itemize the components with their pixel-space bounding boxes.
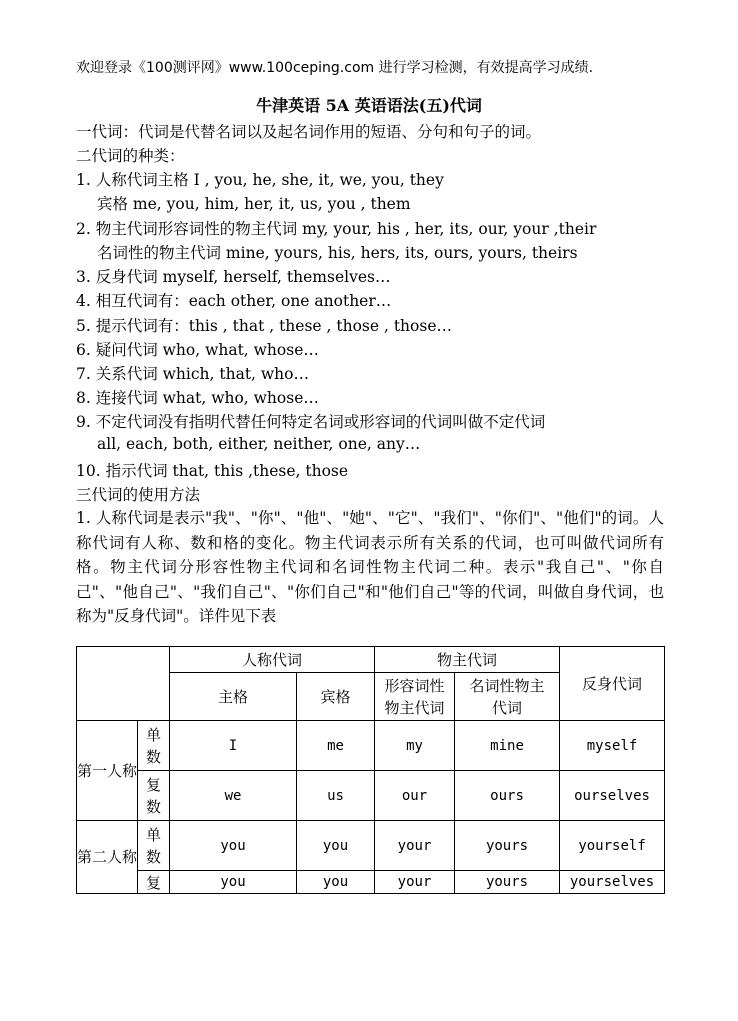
definition-line: 一代词：代词是代替名词以及起名词作用的短语、分句和句子的词。 bbox=[76, 123, 542, 141]
header-possessive-pronoun: 物主代词 bbox=[375, 647, 560, 673]
table-cell: you bbox=[170, 821, 297, 871]
row-label-plural-partial: 复 bbox=[138, 871, 170, 894]
row-label-first-person: 第一人称 bbox=[77, 721, 138, 821]
table-cell: yours bbox=[455, 871, 560, 894]
table-cell: me bbox=[297, 721, 375, 771]
header-noun-possessive: 名词性物主代词 bbox=[455, 673, 560, 721]
pronoun-table bbox=[76, 646, 665, 894]
list-item: 4. 相互代词有：each other, one another… bbox=[76, 292, 392, 310]
table-cell: your bbox=[375, 871, 455, 894]
list-item: 10. 指示代词 that, this ,these, those bbox=[76, 462, 349, 480]
list-item-continuation: all, each, both, either, neither, one, any… bbox=[97, 435, 421, 453]
list-item: 2. 物主代词形容词性的物主代词 my, your, his , her, its, our, your ,their bbox=[76, 220, 597, 238]
header-object-case: 宾格 bbox=[297, 673, 375, 721]
list-item-continuation: 宾格 me, you, him, her, it, us, you , them bbox=[97, 195, 411, 213]
table-cell: I bbox=[170, 721, 297, 771]
table-cell: yourselves bbox=[560, 871, 665, 894]
table-cell: our bbox=[375, 771, 455, 821]
table-corner-cell bbox=[77, 647, 170, 721]
row-label-plural: 复数 bbox=[138, 771, 170, 821]
list-item: 1. 人称代词主格 I , you, he, she, it, we, you, they bbox=[76, 171, 444, 189]
header-reflexive-pronoun: 反身代词 bbox=[560, 647, 665, 721]
table-cell: mine bbox=[455, 721, 560, 771]
row-label-singular: 单数 bbox=[138, 721, 170, 771]
table-cell: your bbox=[375, 821, 455, 871]
list-item: 5. 提示代词有：this , that , these , those , those… bbox=[76, 317, 452, 335]
row-label-singular: 单数 bbox=[138, 821, 170, 871]
table-cell: ours bbox=[455, 771, 560, 821]
list-item: 6. 疑问代词 who, what, whose… bbox=[76, 341, 319, 359]
list-item: 8. 连接代词 what, who, whose… bbox=[76, 389, 319, 407]
table-cell: myself bbox=[560, 721, 665, 771]
table-cell: we bbox=[170, 771, 297, 821]
section-heading-types: 二代词的种类： bbox=[76, 147, 185, 165]
row-label-second-person: 第二人称 bbox=[77, 821, 138, 894]
table-cell: us bbox=[297, 771, 375, 821]
table-cell: you bbox=[170, 871, 297, 894]
page-header: 欢迎登录《100测评网》www.100ceping.com 进行学习检测，有效提高学习成绩. bbox=[76, 60, 594, 76]
header-adjective-possessive: 形容词性物主代词 bbox=[375, 673, 455, 721]
table-cell: yours bbox=[455, 821, 560, 871]
table-cell: my bbox=[375, 721, 455, 771]
header-subject-case: 主格 bbox=[170, 673, 297, 721]
table-cell: you bbox=[297, 821, 375, 871]
table-cell: yourself bbox=[560, 821, 665, 871]
table-cell: ourselves bbox=[560, 771, 665, 821]
page-title: 牛津英语 5A 英语语法(五)代词 bbox=[256, 96, 482, 115]
section-heading-usage: 三代词的使用方法 bbox=[76, 486, 201, 504]
list-item-continuation: 名词性的物主代词 mine, yours, his, hers, its, ours, yours, theirs bbox=[97, 244, 578, 262]
list-item: 9. 不定代词没有指明代替任何特定名词或形容词的代词叫做不定代词 bbox=[76, 413, 546, 431]
list-item: 3. 反身代词 myself, herself, themselves… bbox=[76, 268, 391, 286]
list-item: 7. 关系代词 which, that, who… bbox=[76, 365, 309, 383]
header-personal-pronoun: 人称代词 bbox=[170, 647, 375, 673]
table-cell: you bbox=[297, 871, 375, 894]
usage-paragraph: 1. 人称代词是表示"我"、"你"、"他"、"她"、"它"、"我们"、"你们"、"他们"的词。人称代词有人称、数和格的变化。物主代词表示所有关系的代词，也可叫做代词所有格。物主代词分形容性物主代词和名词性物主代词二种。表示"我自己"、"你自己"、"他自己"、"我们自己"、"你们自己"和"他们自己"等的代词，叫做自身代词，也称为"反身代词"。详件见下表 bbox=[76, 509, 664, 626]
